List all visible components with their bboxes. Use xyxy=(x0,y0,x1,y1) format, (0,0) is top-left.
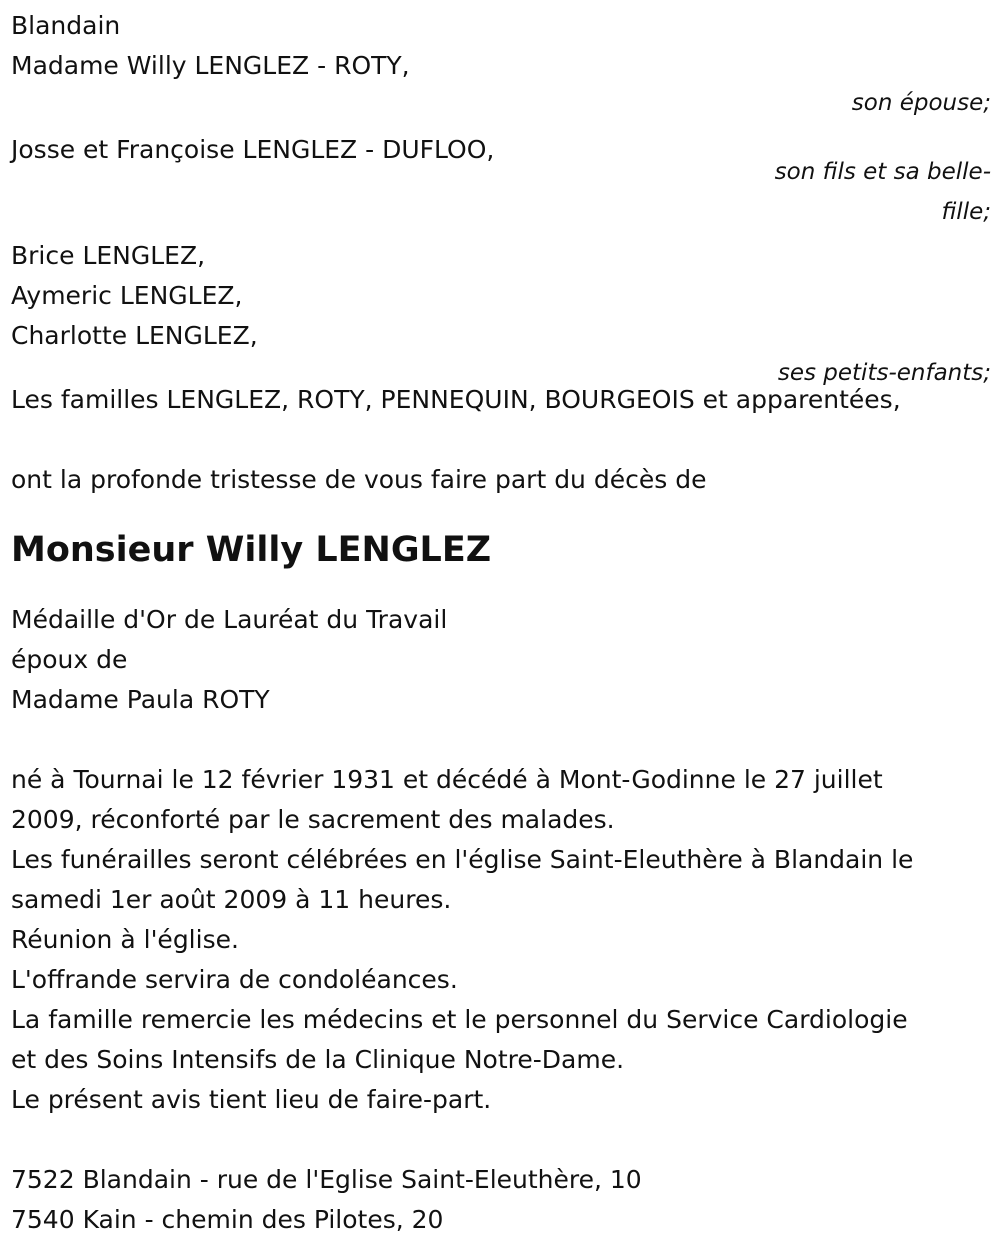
detail-line: Réunion à l'église. xyxy=(11,925,239,954)
place-line: Blandain xyxy=(11,11,121,40)
detail-line: 2009, réconforté par le sacrement des malades. xyxy=(11,805,615,834)
spouse-role: son épouse; xyxy=(851,90,991,116)
widow-name-line: Madame Paula ROTY xyxy=(11,685,270,714)
grandchildren-role: ses petits-enfants; xyxy=(777,360,991,386)
son-role-line-1: son fils et sa belle- xyxy=(774,159,991,185)
detail-line: Le présent avis tient lieu de faire-part. xyxy=(11,1085,492,1114)
detail-line: L'offrande servira de condoléances. xyxy=(11,965,458,994)
deceased-name: Monsieur Willy LENGLEZ xyxy=(11,530,492,570)
grandchild-2: Aymeric LENGLEZ, xyxy=(11,281,243,310)
spouse-line: Madame Willy LENGLEZ - ROTY, xyxy=(11,51,410,80)
obituary-notice xyxy=(11,6,991,1240)
grandchild-1: Brice LENGLEZ, xyxy=(11,241,206,270)
detail-line: La famille remercie les médecins et le personnel du Service Cardiologie xyxy=(11,1005,908,1034)
address-line: 7522 Blandain - rue de l'Eglise Saint-Eleuthère, 10 xyxy=(11,1165,642,1194)
son-line: Josse et Françoise LENGLEZ - DUFLOO, xyxy=(11,135,495,164)
son-role-line-2: fille; xyxy=(941,199,991,225)
honor-line: Médaille d'Or de Lauréat du Travail xyxy=(11,605,448,634)
detail-line: né à Tournai le 12 février 1931 et décédé à Mont-Godinne le 27 juillet xyxy=(11,765,883,794)
families-line: Les familles LENGLEZ, ROTY, PENNEQUIN, BOURGEOIS et apparentées, xyxy=(11,385,901,414)
spouse-of-line: époux de xyxy=(11,645,128,674)
address-line: 7540 Kain - chemin des Pilotes, 20 xyxy=(11,1205,444,1234)
grandchild-3: Charlotte LENGLEZ, xyxy=(11,321,258,350)
detail-line: Les funérailles seront célébrées en l'église Saint-Eleuthère à Blandain le xyxy=(11,845,914,874)
detail-line: samedi 1er août 2009 à 11 heures. xyxy=(11,885,452,914)
announcement-line: ont la profonde tristesse de vous faire part du décès de xyxy=(11,465,707,494)
detail-line: et des Soins Intensifs de la Clinique Notre-Dame. xyxy=(11,1045,625,1074)
